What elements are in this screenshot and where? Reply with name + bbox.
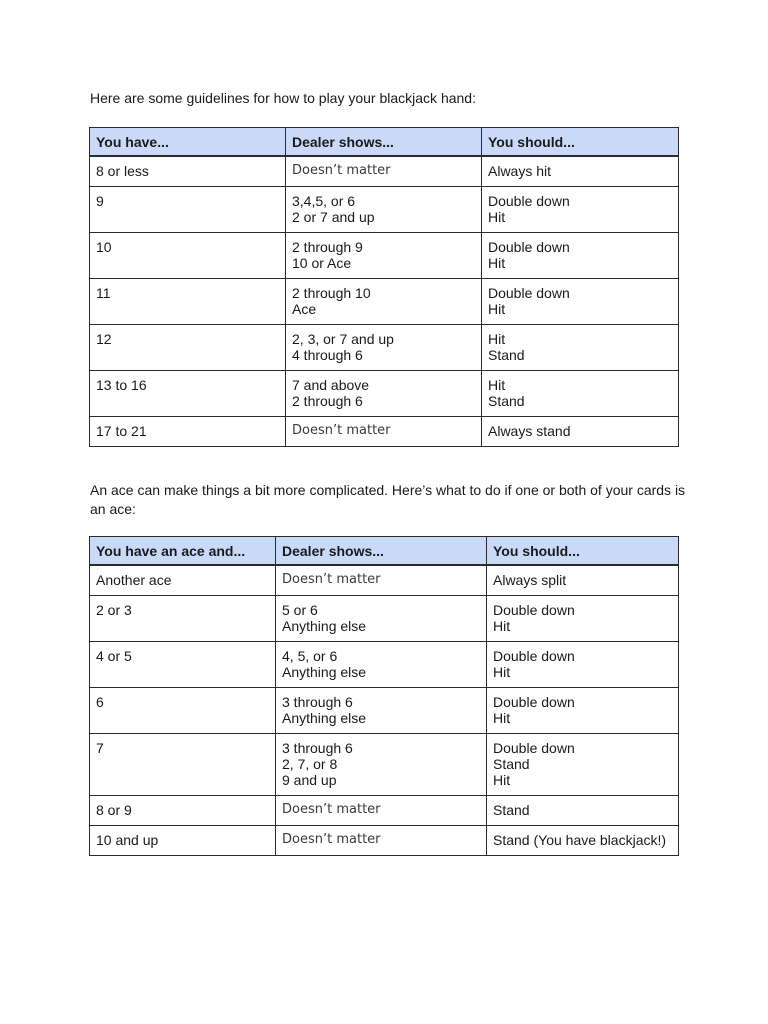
table-cell-have (90, 232, 286, 278)
basic-strategy-table (89, 127, 679, 447)
table-cell-have (90, 416, 286, 446)
cell-text-line: Anything else (282, 663, 367, 680)
cell-text-line: Double down (493, 647, 575, 664)
cell-text-line: Stand (488, 346, 525, 363)
table-row (90, 733, 679, 795)
cell-text-line: 17 to 21 (96, 422, 147, 439)
cell-text-line: Anything else (282, 709, 367, 726)
column-header: You have... (90, 128, 286, 157)
cell-text-line: Hit (488, 208, 506, 225)
cell-text-line: 8 or less (96, 163, 149, 179)
table-cell-have (90, 795, 276, 825)
table-cell-should (487, 687, 679, 733)
cell-text-line: Double down (488, 284, 570, 301)
table-cell-dealer (276, 733, 487, 795)
table-cell-have (90, 595, 276, 641)
table-row (90, 565, 679, 595)
table-row (90, 186, 679, 232)
cell-text-line: Double down (488, 192, 570, 209)
table-cell-should (482, 232, 679, 278)
table-cell-have (90, 687, 276, 733)
table-row (90, 687, 679, 733)
table-cell-should (482, 186, 679, 232)
table-cell-should (482, 370, 679, 416)
cell-text-line: Always stand (488, 422, 571, 439)
table-cell-dealer (276, 825, 487, 855)
cell-text-line: Another ace (96, 572, 172, 588)
cell-text-line: Hit (493, 617, 511, 634)
cell-text-line: Hit (493, 709, 511, 726)
cell-text-line: Hit (488, 330, 506, 347)
ace-intro-text: An ace can make things a bit more complicated. Here’s what to do if one or both of your cards is an ace: (90, 482, 686, 517)
table-cell-have (90, 641, 276, 687)
table-cell-should (482, 324, 679, 370)
table-cell-dealer (276, 795, 487, 825)
table-row (90, 416, 679, 446)
cell-text-line: Always hit (488, 163, 552, 179)
cell-text-line: Stand (488, 392, 525, 409)
intro-text: Here are some guidelines for how to play your blackjack hand: (90, 90, 476, 106)
table-cell-dealer (286, 416, 482, 446)
cell-text-line: Anything else (282, 617, 367, 634)
table-cell-have (90, 825, 276, 855)
table-cell-dealer (286, 324, 482, 370)
ace-strategy-table (89, 536, 679, 856)
table-cell-should (487, 733, 679, 795)
table-cell-dealer (276, 565, 487, 595)
table-cell-dealer (276, 641, 487, 687)
cell-text-line: Doesn’t matter (292, 163, 391, 178)
cell-text-line: Stand (493, 755, 530, 772)
table-cell-should (487, 595, 679, 641)
table-row (90, 641, 679, 687)
column-header: Dealer shows... (286, 128, 482, 157)
cell-text-line: 9 and up (282, 771, 337, 788)
table-row (90, 232, 679, 278)
cell-text-line: Stand (You have blackjack!) (493, 831, 667, 848)
cell-text-line: 2 through 9 (292, 238, 363, 255)
cell-text-line: 4 through 6 (292, 346, 363, 363)
table-cell-should (487, 825, 679, 855)
cell-text-line: 8 or 9 (96, 801, 132, 818)
cell-text-line: 2 or 7 and up (292, 208, 375, 225)
table-cell-dealer (286, 278, 482, 324)
cell-text-line: 13 to 16 (96, 376, 147, 393)
table-cell-should (487, 795, 679, 825)
cell-text-line: 11 (96, 284, 111, 301)
table-cell-dealer (286, 156, 482, 186)
cell-text-line: 7 and above (292, 376, 370, 393)
cell-text-line: Hit (488, 254, 506, 271)
table-body (90, 565, 679, 855)
table-cell-have (90, 370, 286, 416)
cell-text-line: Doesn’t matter (282, 831, 381, 847)
cell-text-line: 9 (96, 192, 104, 209)
table-cell-have (90, 278, 286, 324)
cell-text-line: 12 (96, 330, 112, 347)
cell-text-line: Doesn’t matter (282, 572, 381, 587)
table-cell-dealer (286, 232, 482, 278)
cell-text-line: 7 (96, 739, 104, 756)
table-cell-should (487, 641, 679, 687)
cell-text-line: 3,4,5, or 6 (292, 192, 356, 209)
table-cell-have (90, 156, 286, 186)
cell-text-line: 10 or Ace (292, 254, 352, 271)
cell-text-line: 4 or 5 (96, 647, 132, 664)
table-cell-dealer (286, 186, 482, 232)
table-row (90, 795, 679, 825)
cell-text-line: Stand (493, 801, 530, 818)
cell-text-line: Ace (292, 300, 317, 317)
table-cell-have (90, 186, 286, 232)
column-header: You should... (482, 128, 679, 157)
cell-text-line: Double down (493, 739, 575, 756)
cell-text-line: 2, 7, or 8 (282, 755, 338, 772)
cell-text-line: Double down (488, 238, 570, 255)
cell-text-line: 10 and up (96, 831, 159, 848)
cell-text-line: Hit (493, 771, 511, 788)
cell-text-line: Doesn’t matter (292, 422, 391, 438)
table-cell-have (90, 565, 276, 595)
table-cell-should (487, 565, 679, 595)
cell-text-line: 6 (96, 693, 104, 710)
table-cell-have (90, 733, 276, 795)
cell-text-line: Doesn’t matter (282, 801, 381, 817)
cell-text-line: Hit (488, 300, 506, 317)
table-row (90, 156, 679, 186)
cell-text-line: 2 through 10 (292, 284, 371, 301)
cell-text-line: 2, 3, or 7 and up (292, 330, 394, 347)
table-cell-should (482, 278, 679, 324)
table-cell-dealer (286, 370, 482, 416)
table-cell-have (90, 324, 286, 370)
table-cell-dealer (276, 687, 487, 733)
column-header: You should... (487, 537, 679, 566)
column-header: Dealer shows... (276, 537, 487, 566)
table-row (90, 324, 679, 370)
table-cell-should (482, 416, 679, 446)
cell-text-line: 5 or 6 (282, 601, 318, 618)
column-header: You have an ace and... (90, 537, 276, 566)
table-cell-dealer (276, 595, 487, 641)
cell-text-line: Always split (493, 572, 567, 588)
table-row (90, 278, 679, 324)
cell-text-line: Double down (493, 693, 575, 710)
cell-text-line: 4, 5, or 6 (282, 647, 338, 664)
cell-text-line: 2 through 6 (292, 392, 363, 409)
table-body (90, 156, 679, 446)
cell-text-line: 3 through 6 (282, 739, 353, 756)
table-row (90, 825, 679, 855)
cell-text-line: Double down (493, 601, 575, 618)
table-row (90, 595, 679, 641)
cell-text-line: 3 through 6 (282, 693, 353, 710)
table-row (90, 370, 679, 416)
cell-text-line: 2 or 3 (96, 601, 132, 618)
cell-text-line: 10 (96, 238, 112, 255)
table-cell-should (482, 156, 679, 186)
table-header-row (90, 128, 679, 157)
cell-text-line: Hit (488, 376, 506, 393)
table-header-row (90, 537, 679, 566)
cell-text-line: Hit (493, 663, 511, 680)
